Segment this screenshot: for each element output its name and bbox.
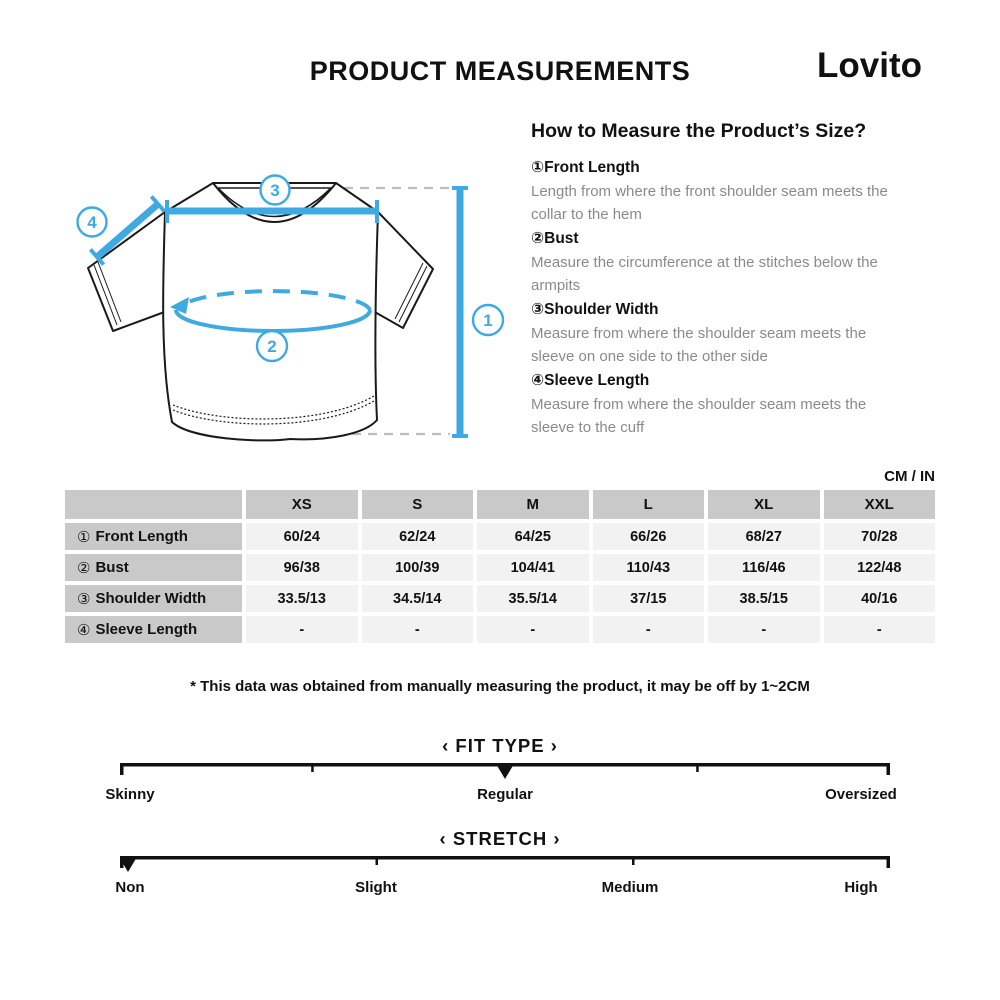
table-value: 68/27	[708, 523, 820, 550]
table-value: -	[477, 616, 589, 643]
fit-type-scale	[0, 763, 1000, 781]
item-number: ③	[531, 301, 545, 318]
item-description: Measure the circumference at the stitches below the armpits	[531, 254, 878, 294]
table-value: 38.5/15	[708, 585, 820, 612]
table-value: 96/38	[246, 554, 358, 581]
stretch-label-medium: Medium	[601, 879, 659, 896]
table-corner-cell	[65, 490, 242, 519]
table-value: 64/25	[477, 523, 589, 550]
fit-type-marker	[497, 766, 513, 780]
stretch-title: ‹ STRETCH ›	[439, 828, 561, 849]
how-to-item-front-length	[531, 156, 935, 226]
table-value: 122/48	[824, 554, 936, 581]
how-to-item-shoulder-width	[531, 298, 935, 368]
page-title: PRODUCT MEASUREMENTS	[309, 56, 691, 86]
size-column-header: L	[593, 490, 705, 519]
callout-2-number: 2	[267, 337, 277, 356]
measurement-disclaimer: * This data was obtained from manually measuring the product, it may be off by 1~2CM	[190, 678, 810, 695]
item-number: ④	[531, 372, 545, 389]
item-label: Sleeve Length	[544, 372, 650, 389]
stretch-tick-end	[887, 856, 891, 868]
table-value: 66/26	[593, 523, 705, 550]
how-to-measure-section	[531, 120, 935, 440]
callout-4-number: 4	[87, 213, 97, 232]
table-value: 70/28	[824, 523, 936, 550]
size-column-header: XXL	[824, 490, 936, 519]
table-value: 37/15	[593, 585, 705, 612]
stretch-scale	[0, 856, 1000, 874]
stretch-label-high: High	[844, 879, 878, 896]
units-label: CM / IN	[884, 468, 935, 485]
table-value: 33.5/13	[246, 585, 358, 612]
tshirt-diagram	[60, 150, 520, 460]
size-column-header: M	[477, 490, 589, 519]
table-value: 100/39	[362, 554, 474, 581]
size-column-header: S	[362, 490, 474, 519]
fit-tick-three-quarter	[696, 763, 699, 772]
size-column-header: XS	[246, 490, 358, 519]
fit-label-regular: Regular	[477, 786, 533, 803]
fit-type-title: ‹ FIT TYPE ›	[442, 735, 558, 756]
table-value: 40/16	[824, 585, 936, 612]
callout-3-number: 3	[270, 181, 280, 200]
stretch-tick-two-thirds	[632, 856, 635, 865]
how-to-item-sleeve-length	[531, 369, 935, 439]
brand-logo: Lovito	[817, 46, 922, 85]
row-number: ①	[77, 528, 91, 546]
row-title: Sleeve Length	[95, 621, 198, 638]
table-value: 104/41	[477, 554, 589, 581]
item-description: Measure from where the shoulder seam meets the sleeve to the cuff	[531, 396, 867, 436]
item-label: Shoulder Width	[544, 301, 659, 318]
row-title: Bust	[95, 559, 129, 576]
row-label-sleeve-length	[65, 616, 242, 643]
table-value: 62/24	[362, 523, 474, 550]
table-value: 60/24	[246, 523, 358, 550]
stretch-label-non: Non	[115, 879, 145, 896]
row-label-front-length	[65, 523, 242, 550]
row-number: ④	[77, 621, 91, 639]
size-table	[65, 490, 935, 643]
table-value: -	[362, 616, 474, 643]
size-column-header: XL	[708, 490, 820, 519]
fit-tick-end	[887, 763, 891, 775]
table-value: 116/46	[708, 554, 820, 581]
fit-tick-quarter	[311, 763, 314, 772]
row-number: ③	[77, 590, 91, 608]
item-label: Bust	[544, 230, 579, 247]
callout-1-number: 1	[483, 311, 493, 330]
item-description: Measure from where the shoulder seam meets the sleeve on one side to the other side	[531, 325, 867, 365]
item-description: Length from where the front shoulder seam meets the collar to the hem	[531, 183, 888, 223]
row-title: Shoulder Width	[95, 590, 207, 607]
row-label-bust	[65, 554, 242, 581]
table-value: 35.5/14	[477, 585, 589, 612]
table-value: -	[246, 616, 358, 643]
table-value: -	[708, 616, 820, 643]
stretch-tick-third	[376, 856, 379, 865]
row-title: Front Length	[95, 528, 188, 545]
row-label-shoulder-width	[65, 585, 242, 612]
fit-label-oversized: Oversized	[825, 786, 897, 803]
fit-label-skinny: Skinny	[105, 786, 155, 803]
stretch-label-slight: Slight	[355, 879, 397, 896]
fit-tick-start	[120, 763, 124, 775]
item-number: ①	[531, 159, 545, 176]
table-value: 110/43	[593, 554, 705, 581]
table-value: -	[824, 616, 936, 643]
table-value: 34.5/14	[362, 585, 474, 612]
row-number: ②	[77, 559, 91, 577]
how-to-measure-heading: How to Measure the Product’s Size?	[531, 120, 867, 142]
item-label: Front Length	[544, 159, 640, 176]
item-number: ②	[531, 230, 545, 247]
table-value: -	[593, 616, 705, 643]
how-to-item-bust	[531, 227, 935, 297]
